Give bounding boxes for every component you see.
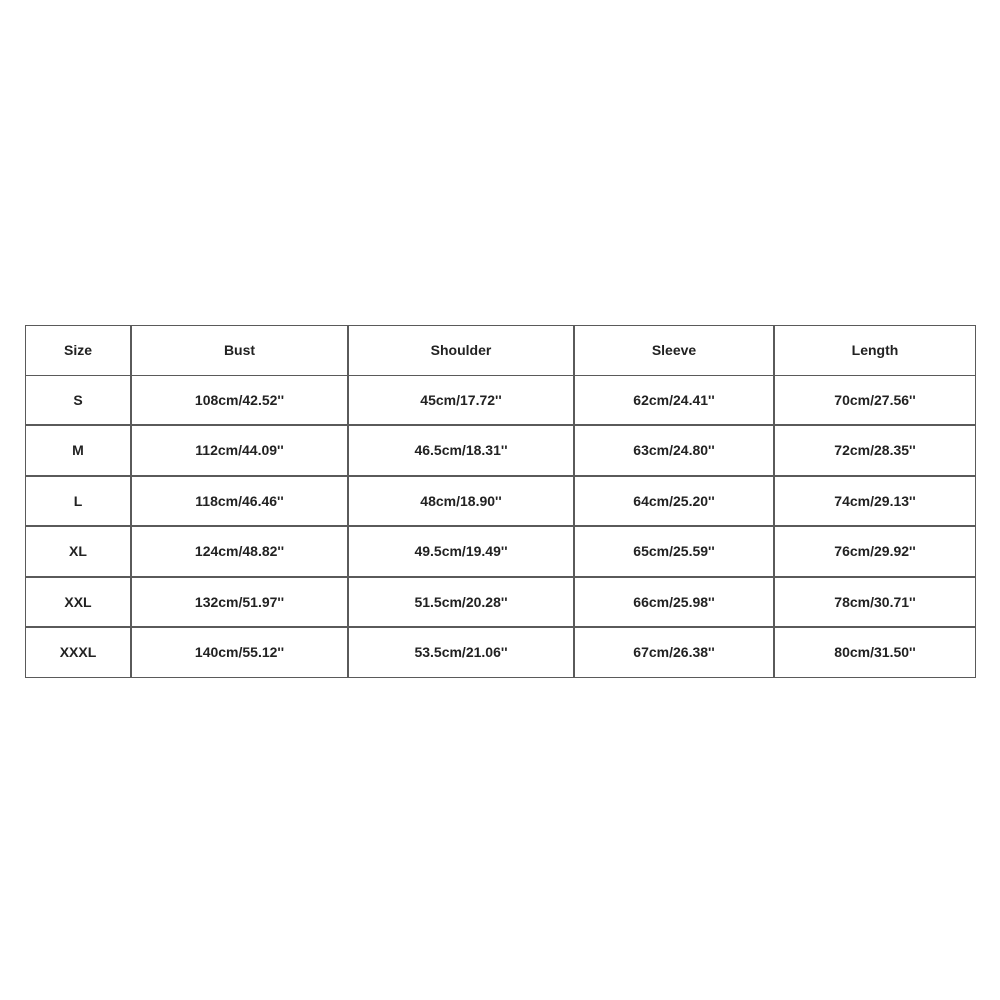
cell-length: 70cm/27.56'' bbox=[774, 376, 976, 426]
cell-bust: 118cm/46.46'' bbox=[131, 476, 348, 527]
table-row bbox=[26, 476, 976, 527]
cell-size: S bbox=[26, 376, 131, 426]
cell-length: 72cm/28.35'' bbox=[774, 425, 976, 476]
header-size: Size bbox=[26, 326, 131, 376]
header-length: Length bbox=[774, 326, 976, 376]
table-row bbox=[26, 526, 976, 577]
cell-sleeve: 65cm/25.59'' bbox=[574, 526, 774, 577]
header-sleeve: Sleeve bbox=[574, 326, 774, 376]
header-shoulder: Shoulder bbox=[348, 326, 574, 376]
table-row bbox=[26, 577, 976, 628]
cell-shoulder: 45cm/17.72'' bbox=[348, 376, 574, 426]
table-header-row bbox=[26, 326, 976, 376]
cell-size: XXXL bbox=[26, 627, 131, 678]
cell-bust: 132cm/51.97'' bbox=[131, 577, 348, 628]
cell-sleeve: 64cm/25.20'' bbox=[574, 476, 774, 527]
cell-length: 74cm/29.13'' bbox=[774, 476, 976, 527]
cell-bust: 124cm/48.82'' bbox=[131, 526, 348, 577]
cell-shoulder: 46.5cm/18.31'' bbox=[348, 425, 574, 476]
size-chart-table bbox=[25, 325, 976, 678]
cell-bust: 108cm/42.52'' bbox=[131, 376, 348, 426]
cell-size: XL bbox=[26, 526, 131, 577]
cell-size: L bbox=[26, 476, 131, 527]
cell-size: M bbox=[26, 425, 131, 476]
table-row bbox=[26, 627, 976, 678]
cell-sleeve: 62cm/24.41'' bbox=[574, 376, 774, 426]
cell-shoulder: 53.5cm/21.06'' bbox=[348, 627, 574, 678]
header-bust: Bust bbox=[131, 326, 348, 376]
cell-sleeve: 67cm/26.38'' bbox=[574, 627, 774, 678]
table-row bbox=[26, 425, 976, 476]
cell-sleeve: 63cm/24.80'' bbox=[574, 425, 774, 476]
cell-bust: 112cm/44.09'' bbox=[131, 425, 348, 476]
cell-length: 78cm/30.71'' bbox=[774, 577, 976, 628]
cell-shoulder: 51.5cm/20.28'' bbox=[348, 577, 574, 628]
cell-length: 80cm/31.50'' bbox=[774, 627, 976, 678]
cell-sleeve: 66cm/25.98'' bbox=[574, 577, 774, 628]
cell-size: XXL bbox=[26, 577, 131, 628]
cell-length: 76cm/29.92'' bbox=[774, 526, 976, 577]
cell-shoulder: 49.5cm/19.49'' bbox=[348, 526, 574, 577]
cell-bust: 140cm/55.12'' bbox=[131, 627, 348, 678]
table-row bbox=[26, 376, 976, 426]
cell-shoulder: 48cm/18.90'' bbox=[348, 476, 574, 527]
